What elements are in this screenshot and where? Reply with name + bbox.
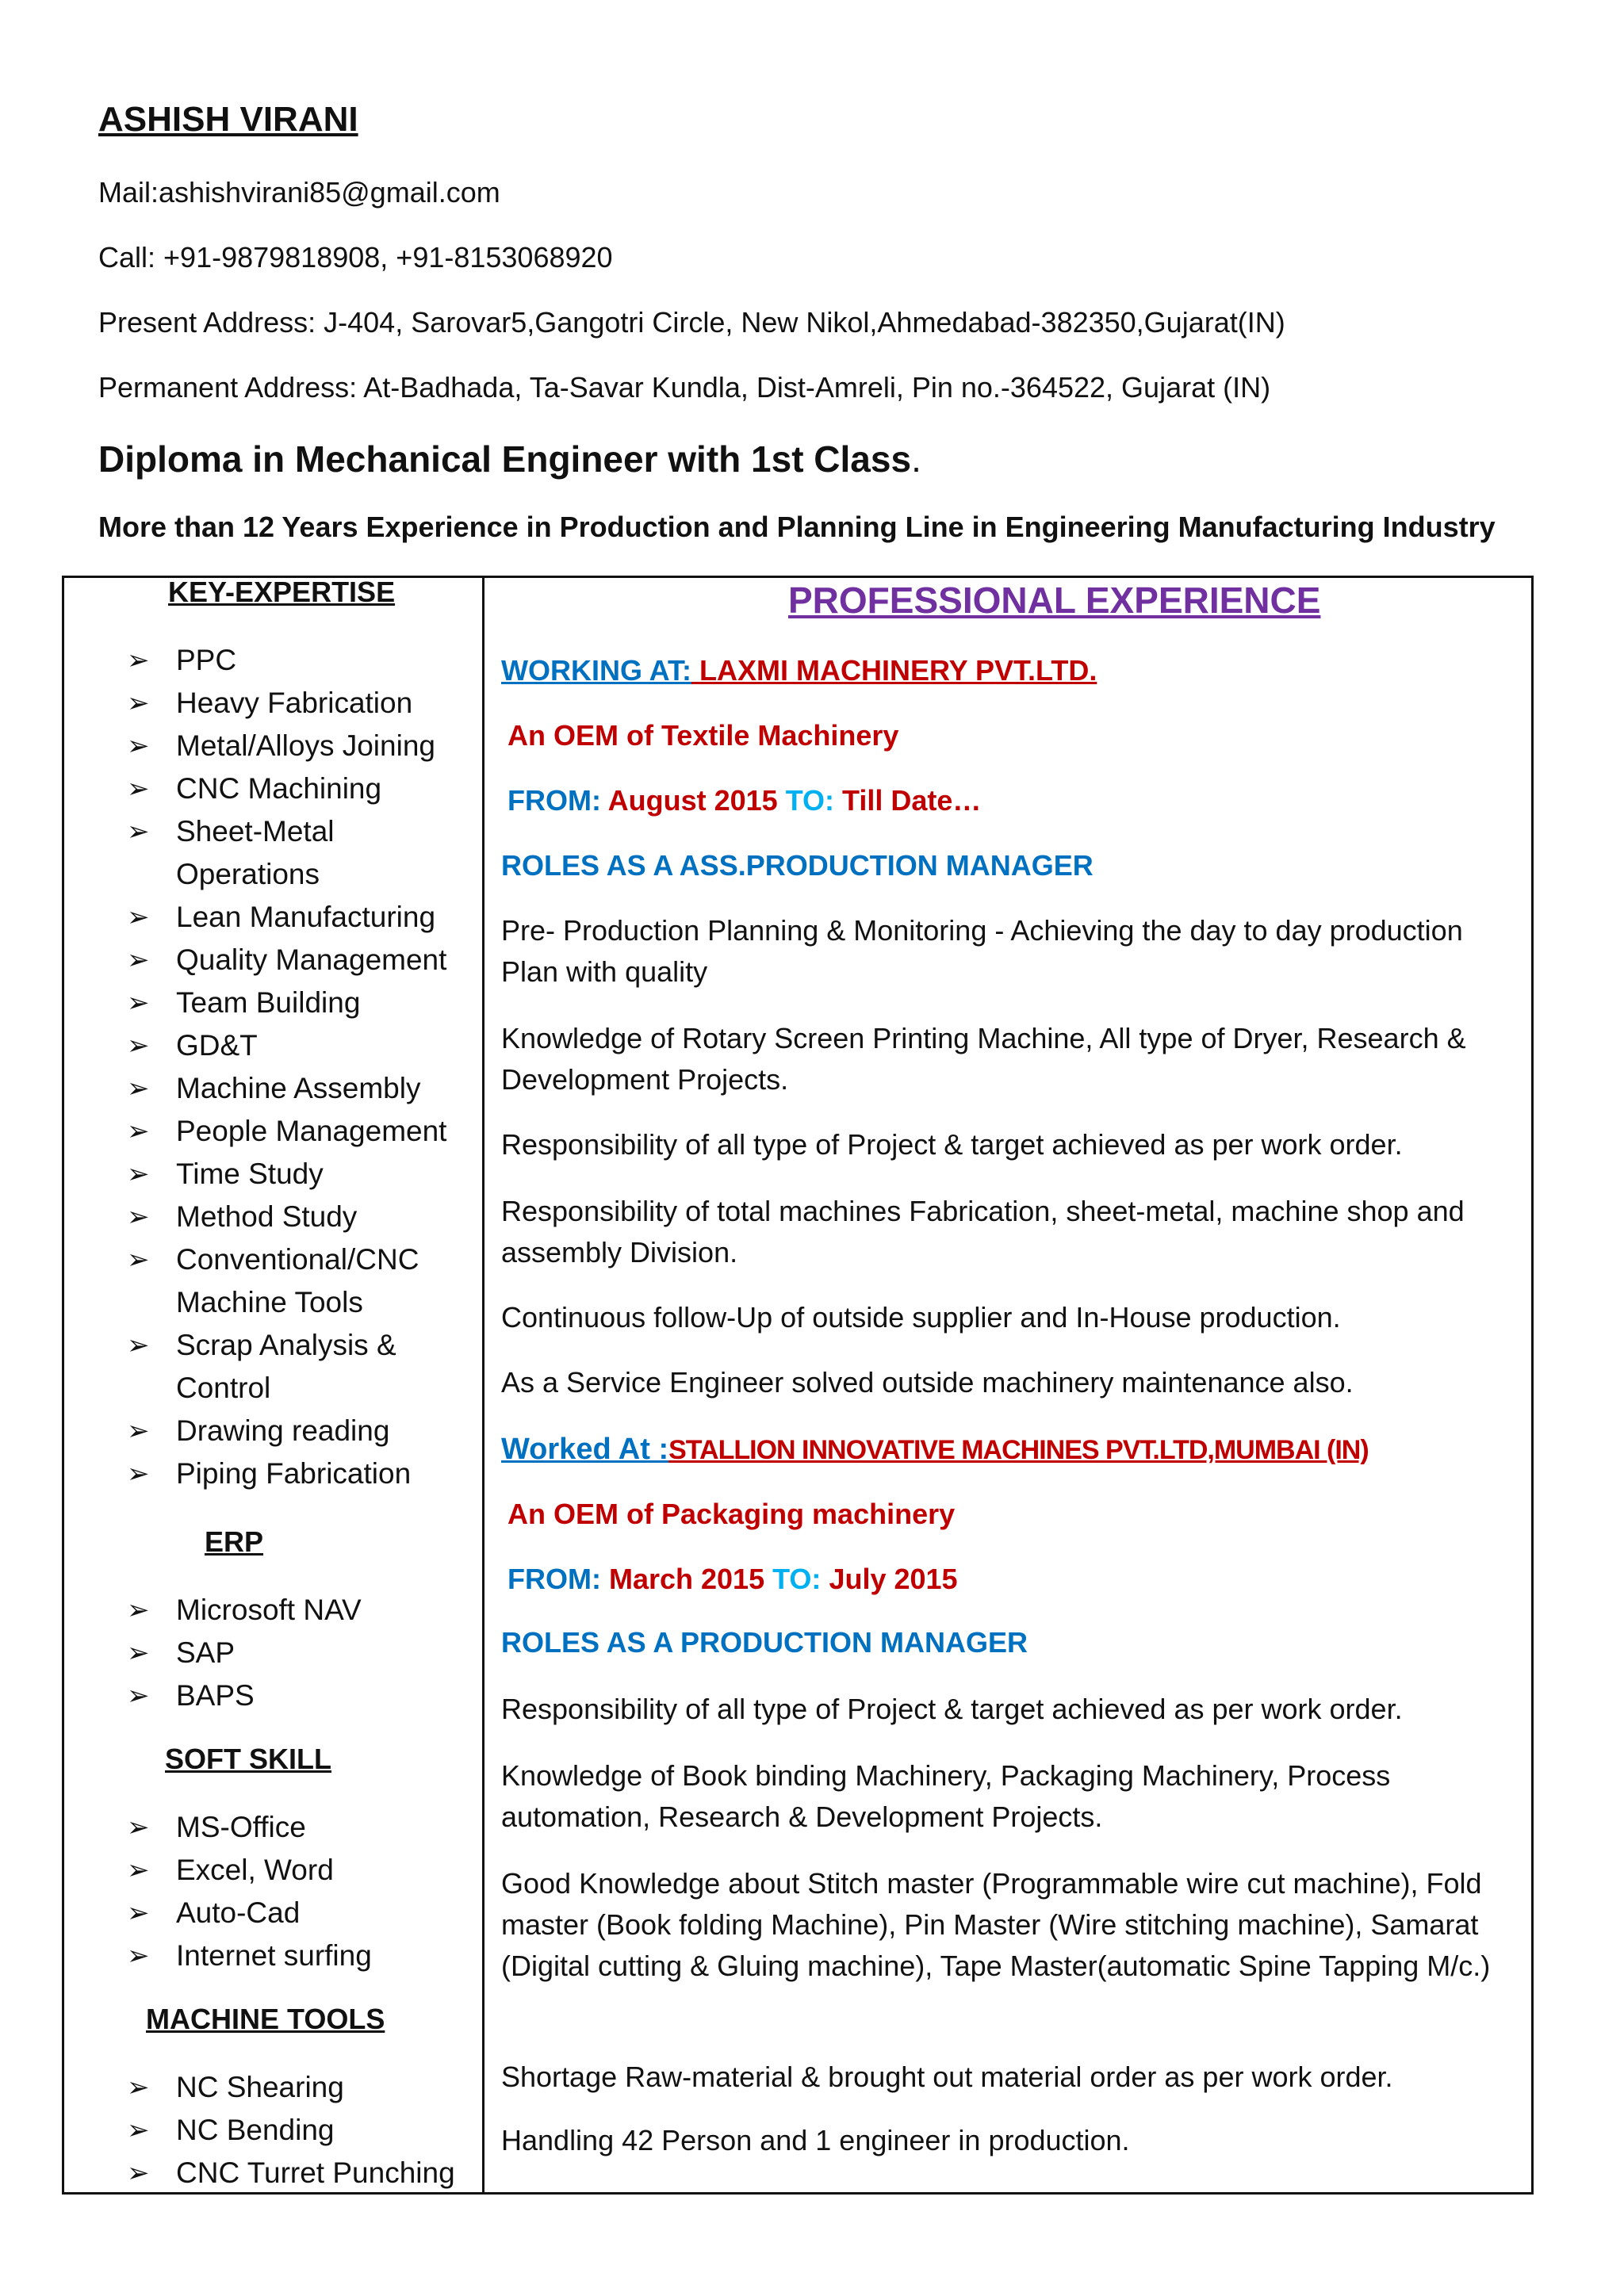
key-expertise-item xyxy=(127,1324,476,1410)
working-at-label: WORKING AT: xyxy=(501,654,691,687)
list-item-label: Time Study xyxy=(176,1158,324,1190)
arrow-bullet-icon: ➢ xyxy=(127,774,150,804)
qualification-line xyxy=(98,438,921,480)
arrow-bullet-icon: ➢ xyxy=(127,1855,150,1885)
soft-skill-item xyxy=(127,1934,476,1977)
job2-point: Responsibility of all type of Project & target achieved as per work order. xyxy=(501,1693,1403,1725)
arrow-bullet-icon: ➢ xyxy=(127,2072,150,2103)
job1-point: Responsibility of total machines Fabrication, sheet-metal, machine shop and assembly Division. xyxy=(501,1195,1465,1269)
machine-tools-item xyxy=(127,2066,476,2109)
key-expertise-list xyxy=(127,639,476,1495)
key-expertise-item xyxy=(127,1067,476,1110)
soft-skill-title: SOFT SKILL xyxy=(165,1743,331,1775)
erp-item xyxy=(127,1632,476,1674)
job2-from-label: FROM: xyxy=(508,1563,601,1595)
machine-tools-title: MACHINE TOOLS xyxy=(146,2003,385,2035)
list-item-label: Auto-Cad xyxy=(176,1896,301,1929)
email-line: Mail:ashishvirani85@gmail.com xyxy=(98,176,500,209)
arrow-bullet-icon: ➢ xyxy=(127,1330,150,1360)
key-expertise-item xyxy=(127,810,476,896)
list-item-label: Method Study xyxy=(176,1200,358,1233)
job2-point: Handling 42 Person and 1 engineer in production. xyxy=(501,2124,1130,2156)
job1-point: Continuous follow-Up of outside supplier and In-House production. xyxy=(501,1301,1341,1334)
list-item-label: Lean Manufacturing xyxy=(176,901,436,933)
job1-point: Responsibility of all type of Project & target achieved as per work order. xyxy=(501,1128,1403,1161)
arrow-bullet-icon: ➢ xyxy=(127,1812,150,1843)
list-item-label: NC Bending xyxy=(176,2114,335,2146)
job2-worked-at xyxy=(501,1429,1516,1471)
machine-tools-list xyxy=(127,2066,476,2195)
job2-oem: An OEM of Packaging machinery xyxy=(508,1498,956,1530)
experience-summary: More than 12 Years Experience in Production and Planning Line in Engineering Manufacturing Industry xyxy=(98,511,1496,543)
key-expertise-item xyxy=(127,939,476,982)
list-item-label: Scrap Analysis & Control xyxy=(176,1329,396,1404)
list-item-label: Internet surfing xyxy=(176,1939,372,1972)
arrow-bullet-icon: ➢ xyxy=(127,1245,150,1275)
key-expertise-item xyxy=(127,1024,476,1067)
arrow-bullet-icon: ➢ xyxy=(127,1595,150,1625)
list-item-label: Piping Fabrication xyxy=(176,1457,412,1490)
erp-item xyxy=(127,1674,476,1717)
job2-company: STALLION INNOVATIVE MACHINES PVT.LTD,MUMBAI (IN) xyxy=(668,1435,1369,1465)
list-item-label: Sheet-Metal Operations xyxy=(176,815,335,890)
list-item-label: GD&T xyxy=(176,1029,258,1062)
permanent-address-line: Permanent Address: At-Badhada, Ta-Savar Kundla, Dist-Amreli, Pin no.-364522, Gujarat (IN) xyxy=(98,371,1271,404)
list-item-label: Team Building xyxy=(176,986,361,1019)
candidate-name: ASHISH VIRANI xyxy=(98,100,358,139)
job2-to-value: July 2015 xyxy=(821,1563,958,1595)
arrow-bullet-icon: ➢ xyxy=(127,1898,150,1928)
job1-point: As a Service Engineer solved outside machinery maintenance also. xyxy=(501,1366,1354,1399)
soft-skill-item xyxy=(127,1849,476,1892)
job2-point: Shortage Raw-material & brought out material order as per work order. xyxy=(501,2061,1393,2093)
present-address-line: Present Address: J-404, Sarovar5,Gangotri Circle, New Nikol,Ahmedabad-382350,Gujarat(IN) xyxy=(98,306,1285,339)
list-item-label: MS-Office xyxy=(176,1811,306,1843)
soft-skill-item xyxy=(127,1806,476,1849)
arrow-bullet-icon: ➢ xyxy=(127,645,150,675)
erp-list xyxy=(127,1589,476,1717)
key-expertise-title: KEY-EXPERTISE xyxy=(168,576,396,608)
job2-to-label: TO: xyxy=(772,1563,822,1595)
key-expertise-item xyxy=(127,1452,476,1495)
list-item-label: NC Shearing xyxy=(176,2071,344,2103)
soft-skill-item xyxy=(127,1892,476,1934)
qualification-period: . xyxy=(911,438,921,480)
list-item-label: Conventional/CNC Machine Tools xyxy=(176,1243,419,1318)
column-divider xyxy=(482,576,485,2195)
machine-tools-item xyxy=(127,2109,476,2152)
list-item-label: Quality Management xyxy=(176,943,447,976)
job1-role: ROLES AS A ASS.PRODUCTION MANAGER xyxy=(501,849,1094,882)
arrow-bullet-icon: ➢ xyxy=(127,731,150,761)
list-item-label: Metal/Alloys Joining xyxy=(176,729,435,762)
key-expertise-item xyxy=(127,682,476,725)
erp-item xyxy=(127,1589,476,1632)
arrow-bullet-icon: ➢ xyxy=(127,1459,150,1489)
arrow-bullet-icon: ➢ xyxy=(127,902,150,932)
arrow-bullet-icon: ➢ xyxy=(127,1159,150,1189)
key-expertise-item xyxy=(127,725,476,767)
key-expertise-item xyxy=(127,1238,476,1324)
worked-at-label: Worked At : xyxy=(501,1433,669,1466)
list-item-label: BAPS xyxy=(176,1679,255,1712)
job1-from-label: FROM: xyxy=(508,784,601,817)
key-expertise-item xyxy=(127,1110,476,1153)
list-item-label: CNC Machining xyxy=(176,772,382,805)
arrow-bullet-icon: ➢ xyxy=(127,2158,150,2188)
list-item-label: People Management xyxy=(176,1115,447,1147)
job1-point: Knowledge of Rotary Screen Printing Machine, All type of Dryer, Research & Development Projects. xyxy=(501,1022,1466,1096)
list-item-label: Machine Assembly xyxy=(176,1072,421,1104)
arrow-bullet-icon: ➢ xyxy=(127,945,150,975)
arrow-bullet-icon: ➢ xyxy=(127,1202,150,1232)
list-item-label: Heavy Fabrication xyxy=(176,687,413,719)
job1-to-value: Till Date… xyxy=(834,784,982,817)
job1-company: LAXMI MACHINERY PVT.LTD. xyxy=(691,654,1097,687)
list-item-label: Drawing reading xyxy=(176,1414,390,1447)
list-item-label: Excel, Word xyxy=(176,1854,334,1886)
list-item-label: PPC xyxy=(176,644,237,676)
key-expertise-item xyxy=(127,639,476,682)
job2-role: ROLES AS A PRODUCTION MANAGER xyxy=(501,1626,1028,1659)
key-expertise-item xyxy=(127,767,476,810)
arrow-bullet-icon: ➢ xyxy=(127,1116,150,1146)
job2-point: Knowledge of Book binding Machinery, Packaging Machinery, Process automation, Research & Development Projects. xyxy=(501,1759,1391,1833)
phone-line: Call: +91-9879818908, +91-8153068920 xyxy=(98,241,613,274)
machine-tools-item xyxy=(127,2152,476,2195)
key-expertise-item xyxy=(127,982,476,1024)
job2-from-value: March 2015 xyxy=(600,1563,773,1595)
arrow-bullet-icon: ➢ xyxy=(127,817,150,847)
arrow-bullet-icon: ➢ xyxy=(127,2115,150,2145)
job1-to-label: TO: xyxy=(785,784,835,817)
list-item-label: SAP xyxy=(176,1636,236,1669)
job1-from-value: August 2015 xyxy=(600,784,786,817)
erp-title: ERP xyxy=(205,1525,264,1558)
arrow-bullet-icon: ➢ xyxy=(127,988,150,1018)
soft-skill-list xyxy=(127,1806,476,1977)
job2-dates xyxy=(508,1559,1522,1600)
list-item-label: CNC Turret Punching xyxy=(176,2156,455,2189)
job1-dates xyxy=(508,780,1522,821)
list-item-label: Microsoft NAV xyxy=(176,1594,362,1626)
key-expertise-item xyxy=(127,1196,476,1238)
key-expertise-item xyxy=(127,1410,476,1452)
arrow-bullet-icon: ➢ xyxy=(127,1073,150,1104)
professional-experience-title: PROFESSIONAL EXPERIENCE xyxy=(788,580,1321,621)
job1-point: Pre- Production Planning & Monitoring - Achieving the day to day production Plan with quality xyxy=(501,914,1463,988)
job1-working-at xyxy=(501,650,1516,691)
job2-point: Good Knowledge about Stitch master (Programmable wire cut machine), Fold master (Book folding Machine), Pin Master (Wire stitching machine), Samarat (Digital cutting & Gluing machine), Tape Master(automatic Spine Tapping M/c.) xyxy=(501,1867,1491,1982)
arrow-bullet-icon: ➢ xyxy=(127,688,150,718)
arrow-bullet-icon: ➢ xyxy=(127,1031,150,1061)
qualification-text: Diploma in Mechanical Engineer with 1st Class xyxy=(98,438,912,480)
arrow-bullet-icon: ➢ xyxy=(127,1941,150,1971)
key-expertise-item xyxy=(127,1153,476,1196)
arrow-bullet-icon: ➢ xyxy=(127,1416,150,1446)
arrow-bullet-icon: ➢ xyxy=(127,1681,150,1711)
key-expertise-item xyxy=(127,896,476,939)
arrow-bullet-icon: ➢ xyxy=(127,1638,150,1668)
job1-oem: An OEM of Textile Machinery xyxy=(508,719,899,752)
